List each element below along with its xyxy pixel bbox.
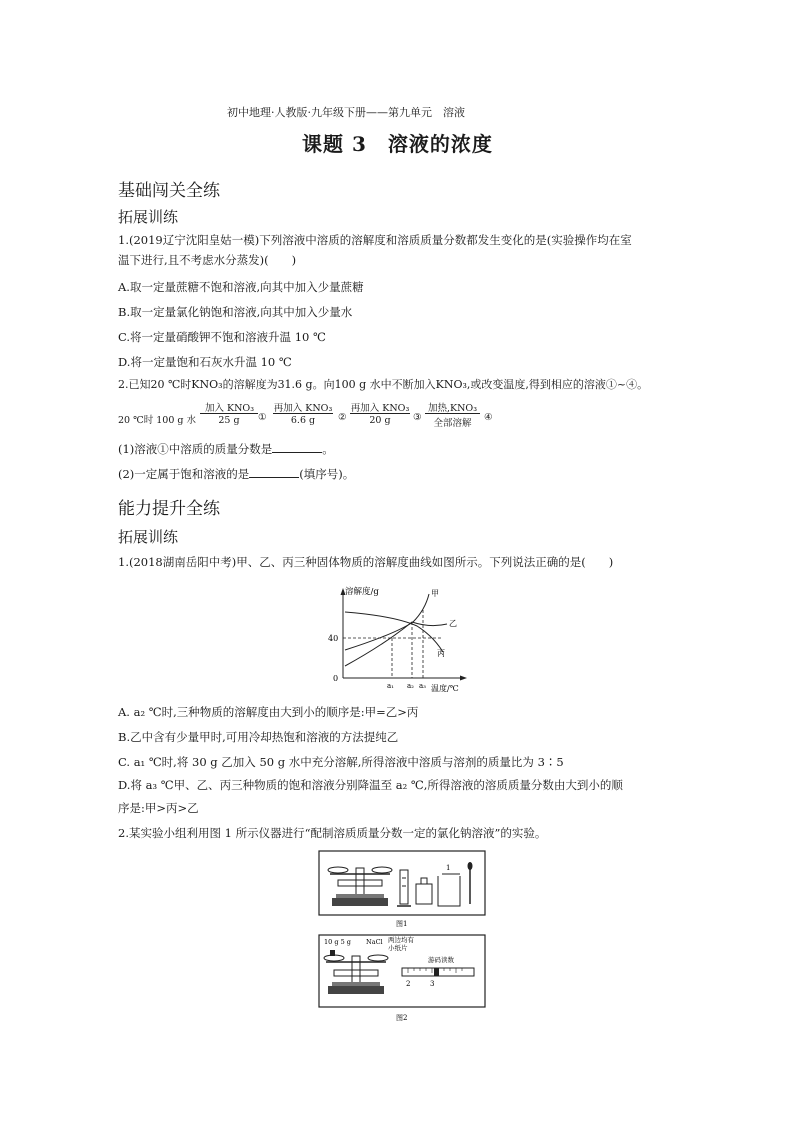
- graph-a2: a₂: [407, 682, 414, 690]
- fig2-rider: 游码读数: [428, 956, 454, 964]
- beaker-icon: [438, 864, 460, 906]
- q2-sub1-suffix: 。: [322, 442, 334, 456]
- s2-q1-option-a: A. a₂ ℃时,三种物质的溶解度由大到小的顺序是:甲=乙>丙: [118, 705, 419, 719]
- flow-arrow-4: [425, 413, 480, 414]
- q2-sub2-suffix: (填序号)。: [299, 467, 355, 481]
- graph-xlabel: 温度/℃: [431, 684, 459, 693]
- flow-arrow-2: [273, 413, 333, 414]
- graph-a1: a₁: [387, 682, 394, 690]
- graph-a3: a₃: [419, 682, 426, 690]
- q1-option-b: B.取一定量氯化钠饱和溶液,向其中加入少量水: [118, 305, 353, 319]
- flow-result-1: ①: [258, 412, 267, 423]
- flow-result-4: ④: [484, 412, 493, 423]
- fig2-tick-2: 2: [406, 980, 411, 988]
- flow-step2-bottom: 6.6 g: [290, 415, 316, 426]
- flow-step2-top: 再加入 KNO₃: [273, 403, 333, 414]
- fig2-paper: 两边均有: [388, 936, 414, 944]
- q1-stem-line2: 温下进行,且不考虑水分蒸发)( ): [118, 253, 297, 267]
- subheading-extension-1: 拓展训练: [118, 208, 179, 226]
- s2-q1-option-c: C. a₁ ℃时,将 30 g 乙加入 50 g 水中充分溶解,所得溶液中溶质与溶剂的质量比为 3∶5: [118, 755, 564, 769]
- solubility-graph: [325, 582, 475, 694]
- graph-label-jia: 甲: [431, 589, 439, 598]
- dropper-icon: [468, 862, 473, 904]
- page-title: 课题 3 溶液的浓度: [302, 132, 493, 156]
- figure-2-caption: 图2: [396, 1014, 408, 1022]
- s2-q1-option-d-cont: 序是:甲>丙>乙: [118, 801, 199, 815]
- q2-sub2-blank[interactable]: [249, 466, 299, 478]
- fig2-rider-marker: [434, 968, 439, 976]
- fig2-paper2: 小纸片: [388, 944, 408, 952]
- page-header: 初中地理·人教版·九年级下册——第九单元 溶液: [227, 106, 465, 119]
- q2-sub1: [118, 441, 334, 457]
- q1-option-a: A.取一定量蔗糖不饱和溶液,向其中加入少量蔗糖: [118, 280, 364, 294]
- figure-2: [318, 934, 486, 1024]
- q2-sub2: [118, 466, 354, 482]
- figure-1-caption: 图1: [396, 920, 408, 928]
- q2-sub1-blank[interactable]: [272, 441, 322, 453]
- q2-sub1-prefix: (1)溶液①中溶质的质量分数是: [118, 442, 273, 456]
- graph-x-arrow: [460, 676, 467, 681]
- graph-origin: 0: [333, 674, 339, 683]
- balance-icon: [324, 950, 388, 994]
- flow-step1-top: 加入 KNO₃: [205, 403, 255, 414]
- q1-option-c: C.将一定量硝酸钾不饱和溶液升温 10 ℃: [118, 330, 326, 344]
- flow-arrow-1: [200, 413, 258, 414]
- section-heading-advanced: 能力提升全练: [118, 499, 220, 519]
- subheading-extension-2: 拓展训练: [118, 528, 179, 546]
- flow-step4-top: 加热,KNO₃: [427, 403, 478, 414]
- flow-result-2: ②: [338, 412, 347, 423]
- q1-stem-line1: 1.(2019辽宁沈阳皇姑一模)下列溶液中溶质的溶解度和溶质质量分数都发生变化的是(实验操作均在室: [118, 233, 632, 247]
- graph-label-yi: 乙: [449, 619, 457, 628]
- s2-q1-option-b: B.乙中含有少量甲时,可用冷却热饱和溶液的方法提纯乙: [118, 730, 399, 744]
- fig2-nacl: NaCl: [366, 938, 383, 946]
- reagent-bottle-icon: [416, 878, 432, 904]
- curve-jia: [345, 594, 429, 650]
- graph-y40: 40: [328, 634, 339, 643]
- flow-start: 20 ℃时 100 g 水: [118, 415, 197, 426]
- graph-ylabel: 溶解度/g: [345, 587, 379, 597]
- curve-yi: [345, 622, 447, 666]
- flow-arrow-3: [350, 413, 410, 414]
- graph-label-bing: 丙: [437, 649, 445, 658]
- q2-sub2-prefix: (2)一定属于饱和溶液的是: [118, 467, 250, 481]
- q2-stem: 2.已知20 ℃时KNO₃的溶解度为31.6 g。向100 g 水中不断加入KNO₃,或改变温度,得到相应的溶液①~④。: [118, 378, 649, 391]
- flow-step1-bottom: 25 g: [218, 415, 240, 426]
- graduated-cylinder-icon: [397, 870, 411, 906]
- beaker-mark: 1: [446, 864, 451, 872]
- flow-step3-bottom: 20 g: [369, 415, 391, 426]
- flow-result-3: ③: [413, 412, 422, 423]
- q1-option-d: D.将一定量饱和石灰水升温 10 ℃: [118, 355, 292, 369]
- section-heading-basic: 基础闯关全练: [118, 181, 220, 201]
- fig2-tick-3: 3: [430, 980, 435, 988]
- figure-1: [318, 850, 486, 930]
- s2-q2-stem: 2.某实验小组利用图 1 所示仪器进行“配制溶质质量分数一定的氯化钠溶液”的实验。: [118, 826, 547, 840]
- flow-step4-bottom: 全部溶解: [433, 418, 472, 429]
- balance-icon: [328, 867, 392, 906]
- fig2-weights: 10 g 5 g: [324, 938, 351, 946]
- flow-step3-top: 再加入 KNO₃: [350, 403, 410, 414]
- s2-q1-option-d: D.将 a₃ ℃甲、乙、丙三种物质的饱和溶液分别降温至 a₂ ℃,所得溶液的溶质质量分数由大到小的顺: [118, 778, 623, 792]
- s2-q1-stem: 1.(2018湖南岳阳中考)甲、乙、丙三种固体物质的溶解度曲线如图所示。下列说法正确的是( ): [118, 555, 614, 569]
